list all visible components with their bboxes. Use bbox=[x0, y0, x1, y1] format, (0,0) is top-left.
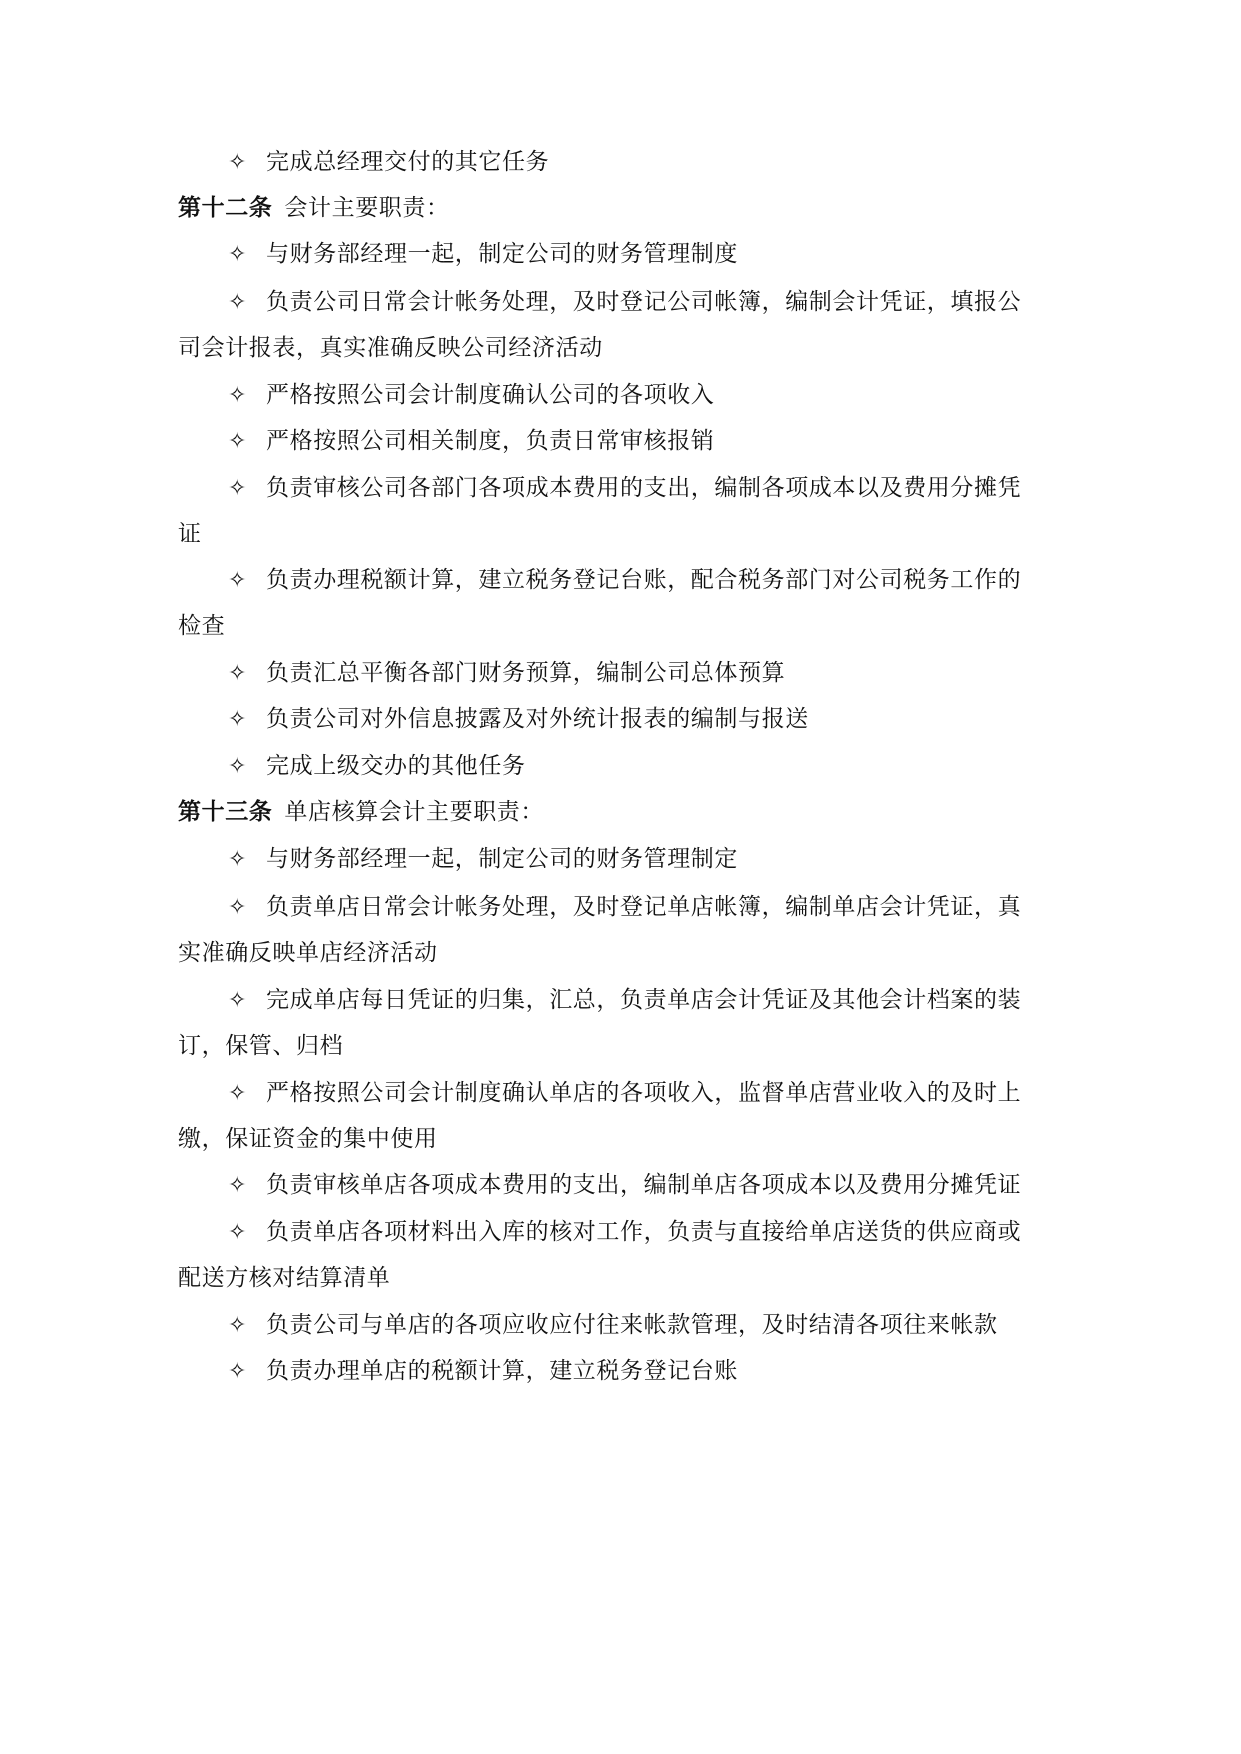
article-number: 第十三条 bbox=[178, 798, 273, 825]
article-heading bbox=[178, 798, 1078, 826]
list-item-text: 负责单店各项材料出入库的核对工作，负责与直接给单店送货的供应商或 bbox=[266, 1219, 1022, 1245]
list-item bbox=[228, 845, 1128, 874]
list-item bbox=[228, 659, 1128, 688]
article-number: 第十二条 bbox=[178, 194, 273, 221]
article-title: 会计主要职责： bbox=[284, 195, 450, 221]
list-item-text: 完成单店每日凭证的归集，汇总，负责单店会计凭证及其他会计档案的装 bbox=[266, 987, 1022, 1013]
list-item-text: 严格按照公司会计制度确认单店的各项收入，监督单店营业收入的及时上 bbox=[266, 1080, 1022, 1106]
article-heading bbox=[178, 194, 1078, 222]
list-item bbox=[228, 427, 1128, 456]
list-item-text: 严格按照公司会计制度确认公司的各项收入 bbox=[266, 382, 715, 408]
list-item bbox=[228, 1311, 1128, 1340]
list-item-continuation: 检查 bbox=[178, 613, 226, 639]
list-item-text: 负责公司对外信息披露及对外统计报表的编制与报送 bbox=[266, 706, 809, 732]
article-title: 单店核算会计主要职责： bbox=[284, 799, 545, 825]
list-item bbox=[228, 986, 1128, 1015]
diamond-bullet-icon: ✧ bbox=[228, 290, 248, 315]
list-item-text: 负责审核单店各项成本费用的支出，编制单店各项成本以及费用分摊凭证 bbox=[266, 1172, 1022, 1198]
diamond-bullet-icon: ✧ bbox=[228, 1220, 248, 1245]
list-item-continuation: 司会计报表，真实准确反映公司经济活动 bbox=[178, 335, 603, 361]
diamond-bullet-icon: ✧ bbox=[228, 895, 248, 920]
list-item-continuation: 订，保管、归档 bbox=[178, 1033, 344, 1059]
list-item-text: 负责办理单店的税额计算，建立税务登记台账 bbox=[266, 1358, 738, 1384]
diamond-bullet-icon: ✧ bbox=[228, 1081, 248, 1106]
list-item bbox=[228, 288, 1128, 317]
diamond-bullet-icon: ✧ bbox=[228, 383, 248, 408]
diamond-bullet-icon: ✧ bbox=[228, 1173, 248, 1198]
diamond-bullet-icon: ✧ bbox=[228, 661, 248, 686]
list-item-text: 负责汇总平衡各部门财务预算，编制公司总体预算 bbox=[266, 660, 786, 686]
list-item bbox=[228, 1357, 1128, 1386]
list-item-text: 负责审核公司各部门各项成本费用的支出，编制各项成本以及费用分摊凭 bbox=[266, 475, 1022, 501]
list-item-text: 与财务部经理一起，制定公司的财务管理制度 bbox=[266, 241, 738, 267]
list-item-text: 与财务部经理一起，制定公司的财务管理制定 bbox=[266, 846, 738, 872]
diamond-bullet-icon: ✧ bbox=[228, 1313, 248, 1338]
diamond-bullet-icon: ✧ bbox=[228, 429, 248, 454]
list-item-continuation: 实准确反映单店经济活动 bbox=[178, 940, 438, 966]
list-item-continuation: 配送方核对结算清单 bbox=[178, 1265, 391, 1291]
list-item bbox=[228, 1218, 1128, 1247]
list-item-text: 负责公司日常会计帐务处理，及时登记公司帐簿，编制会计凭证，填报公 bbox=[266, 289, 1022, 315]
list-item bbox=[228, 1079, 1128, 1108]
list-item-continuation: 缴，保证资金的集中使用 bbox=[178, 1126, 438, 1152]
list-item bbox=[228, 474, 1128, 503]
list-item bbox=[228, 893, 1128, 922]
list-item-text: 负责办理税额计算，建立税务登记台账，配合税务部门对公司税务工作的 bbox=[266, 567, 1022, 593]
list-item bbox=[228, 705, 1128, 734]
list-item bbox=[228, 148, 1128, 177]
list-item-continuation: 证 bbox=[178, 521, 202, 547]
diamond-bullet-icon: ✧ bbox=[228, 1359, 248, 1384]
diamond-bullet-icon: ✧ bbox=[228, 988, 248, 1013]
diamond-bullet-icon: ✧ bbox=[228, 476, 248, 501]
list-item-text: 负责公司与单店的各项应收应付往来帐款管理，及时结清各项往来帐款 bbox=[266, 1312, 998, 1338]
list-item bbox=[228, 240, 1128, 269]
diamond-bullet-icon: ✧ bbox=[228, 707, 248, 732]
list-item-text: 完成总经理交付的其它任务 bbox=[266, 149, 550, 175]
list-item bbox=[228, 1171, 1128, 1200]
list-item-text: 完成上级交办的其他任务 bbox=[266, 753, 526, 779]
list-item bbox=[228, 566, 1128, 595]
list-item-text: 负责单店日常会计帐务处理，及时登记单店帐簿，编制单店会计凭证，真 bbox=[266, 894, 1022, 920]
diamond-bullet-icon: ✧ bbox=[228, 242, 248, 267]
diamond-bullet-icon: ✧ bbox=[228, 754, 248, 779]
diamond-bullet-icon: ✧ bbox=[228, 150, 248, 175]
list-item bbox=[228, 381, 1128, 410]
diamond-bullet-icon: ✧ bbox=[228, 568, 248, 593]
list-item-text: 严格按照公司相关制度，负责日常审核报销 bbox=[266, 428, 715, 454]
diamond-bullet-icon: ✧ bbox=[228, 847, 248, 872]
list-item bbox=[228, 752, 1128, 781]
